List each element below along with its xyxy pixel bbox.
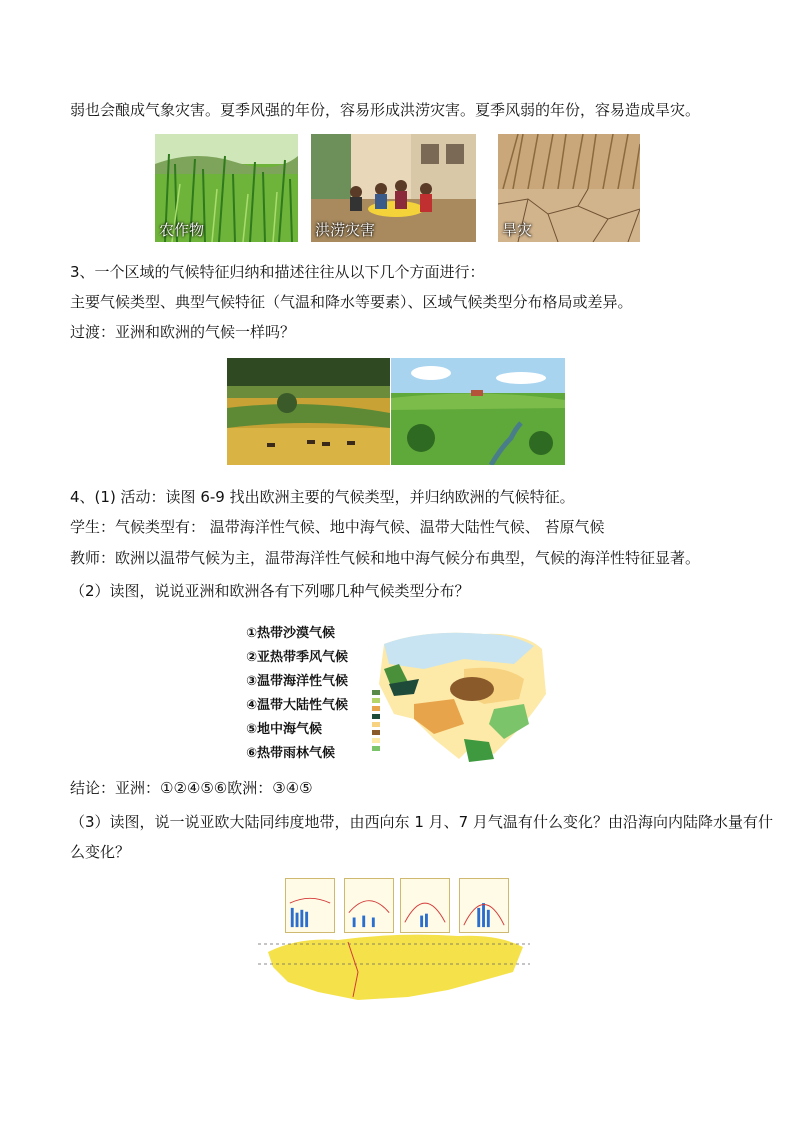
climate-item: ③温带海洋性气候 [246, 674, 349, 689]
climate-item: ⑤地中海气候 [246, 722, 323, 737]
paragraph-line: 主要气候类型、典型气候特征（气温和降水等要素）、区域气候类型分布格局或差异。 [70, 293, 633, 311]
paragraph-line: 过渡：亚洲和欧洲的气候一样吗？ [70, 323, 296, 341]
paragraph-line: （3）读图，说一说亚欧大陆同纬度地带，由西向东 1 月、7 月气温有什么变化？由沿海向内陆降水量有什 [70, 813, 773, 831]
paragraph-line: 弱也会酿成气象灾害。夏季风强的年份，容易形成洪涝灾害。夏季风弱的年份，容易造成旱灾。 [70, 101, 701, 119]
crops-photo [155, 134, 298, 242]
paragraph-line: 3、一个区域的气候特征归纳和描述往往从以下几个方面进行： [70, 263, 485, 281]
asia-landscape-photo [227, 358, 390, 465]
crops-caption: 农作物 [159, 221, 205, 239]
drought-caption: 旱灾 [502, 221, 533, 239]
climate-item: ②亚热带季风气候 [246, 650, 349, 665]
paragraph-line: 教师：欧洲以温带气候为主，温带海洋性气候和地中海气候分布典型，气候的海洋性特征显著。 [70, 549, 701, 567]
europe-landscape-photo [391, 358, 565, 465]
paragraph-line: 学生：气候类型有： 温带海洋性气候、地中海气候、温带大陆性气候、 苔原气候 [70, 518, 605, 536]
climograph [400, 878, 450, 933]
paragraph-line: 4、(1) 活动：读图 6-9 找出欧洲主要的气候类型，并归纳欧洲的气候特征。 [70, 488, 575, 506]
flood-caption: 洪涝灾害 [315, 221, 376, 239]
climograph [344, 878, 394, 933]
flood-photo [311, 134, 476, 242]
climate-item: ⑥热带雨林气候 [246, 746, 336, 761]
conclusion-line: 结论：亚洲：①②④⑤⑥欧洲：③④⑤ [70, 779, 313, 797]
paragraph-line: （2）读图，说说亚洲和欧洲各有下列哪几种气候类型分布？ [70, 582, 470, 600]
climograph [285, 878, 335, 933]
climate-type-list [246, 622, 348, 766]
asia-climate-map [364, 624, 554, 764]
climate-item: ①热带沙漠气候 [246, 626, 336, 641]
paragraph-line: 么变化？ [70, 843, 131, 861]
climate-item: ④温带大陆性气候 [246, 698, 349, 713]
drought-photo [498, 134, 640, 242]
climograph [459, 878, 509, 933]
